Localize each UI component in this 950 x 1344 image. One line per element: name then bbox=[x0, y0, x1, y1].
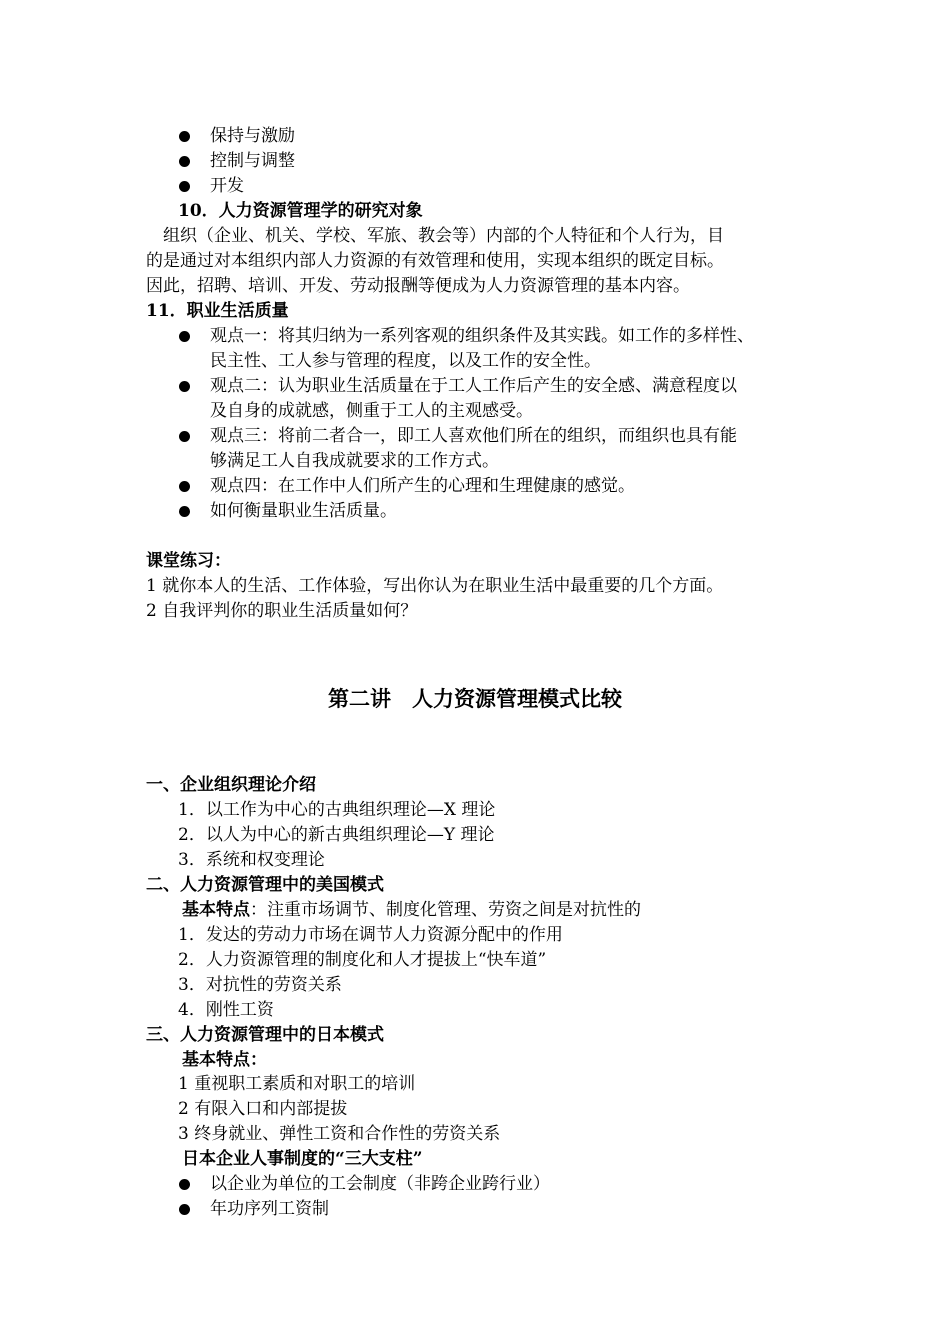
part2-item: 3．对抗性的劳资关系 bbox=[178, 975, 342, 995]
bullet-item: 开发 bbox=[210, 176, 244, 196]
part2-item: 2．人力资源管理的制度化和人才提拔上“快车道” bbox=[178, 950, 547, 970]
part2-feature-text: ：注重市场调节、制度化管理、劳资之间是对抗性的 bbox=[250, 900, 641, 920]
bullet-item: 控制与调整 bbox=[210, 151, 295, 171]
bullet-item: 观点一：将其归纳为一系列客观的组织条件及其实践。如工作的多样性、 bbox=[210, 326, 754, 346]
part2-feature-label: 基本特点 bbox=[182, 900, 250, 920]
pillar-item: 年功序列工资制 bbox=[210, 1199, 329, 1219]
item10-paragraph-line: 因此，招聘、培训、开发、劳动报酬等便成为人力资源管理的基本内容。 bbox=[146, 276, 690, 296]
item10-paragraph-line: 组织（企业、机关、学校、军旅、教会等）内部的个人特征和个人行为，目 bbox=[163, 226, 724, 246]
part3-item: 1 重视职工素质和对职工的培训 bbox=[178, 1074, 416, 1094]
part3-feature-label: 基本特点： bbox=[182, 1050, 267, 1070]
part3-heading: 三、人力资源管理中的日本模式 bbox=[146, 1025, 384, 1045]
pillars-heading: 日本企业人事制度的“三大支柱” bbox=[182, 1149, 423, 1169]
exercise-heading: 课堂练习： bbox=[146, 551, 231, 571]
bullet-icon bbox=[179, 1179, 190, 1190]
part2-item: 4．刚性工资 bbox=[178, 1000, 274, 1020]
bullet-icon bbox=[179, 481, 190, 492]
part3-item: 2 有限入口和内部提拔 bbox=[178, 1099, 348, 1119]
item10-heading: 10．人力资源管理学的研究对象 bbox=[178, 201, 423, 221]
bullet-item: 如何衡量职业生活质量。 bbox=[210, 501, 397, 521]
bullet-item-continuation: 够满足工人自我成就要求的工作方式。 bbox=[210, 451, 499, 471]
bullet-icon bbox=[179, 1204, 190, 1215]
bullet-item: 观点二：认为职业生活质量在于工人工作后产生的安全感、满意程度以 bbox=[210, 376, 737, 396]
part1-heading: 一、企业组织理论介绍 bbox=[146, 775, 316, 795]
bullet-item: 观点三：将前二者合一，即工人喜欢他们所在的组织，而组织也具有能 bbox=[210, 426, 737, 446]
bullet-item-continuation: 民主性、工人参与管理的程度，以及工作的安全性。 bbox=[210, 351, 601, 371]
bullet-icon bbox=[179, 156, 190, 167]
bullet-icon bbox=[179, 131, 190, 142]
part1-item: 1．以工作为中心的古典组织理论—X 理论 bbox=[178, 800, 496, 820]
bullet-item: 观点四：在工作中人们所产生的心理和生理健康的感觉。 bbox=[210, 476, 635, 496]
bullet-icon bbox=[179, 181, 190, 192]
item10-paragraph-line: 的是通过对本组织内部人力资源的有效管理和使用，实现本组织的既定目标。 bbox=[146, 251, 724, 271]
part2-item: 1．发达的劳动力市场在调节人力资源分配中的作用 bbox=[178, 925, 563, 945]
part1-item: 3．系统和权变理论 bbox=[178, 850, 325, 870]
part2-heading: 二、人力资源管理中的美国模式 bbox=[146, 875, 384, 895]
lecture-title: 第二讲 人力资源管理模式比较 bbox=[328, 686, 622, 711]
part2-feature bbox=[182, 898, 641, 923]
bullet-icon bbox=[179, 331, 190, 342]
exercise-item: 1 就你本人的生活、工作体验，写出你认为在职业生活中最重要的几个方面。 bbox=[146, 576, 724, 596]
bullet-icon bbox=[179, 506, 190, 517]
exercise-item: 2 自我评判你的职业生活质量如何？ bbox=[146, 601, 418, 621]
part3-item: 3 终身就业、弹性工资和合作性的劳资关系 bbox=[178, 1124, 501, 1144]
part1-item: 2．以人为中心的新古典组织理论—Y 理论 bbox=[178, 825, 495, 845]
pillar-item: 以企业为单位的工会制度（非跨企业跨行业） bbox=[210, 1174, 550, 1194]
bullet-item-continuation: 及自身的成就感，侧重于工人的主观感受。 bbox=[210, 401, 533, 421]
bullet-item: 保持与激励 bbox=[210, 126, 295, 146]
bullet-icon bbox=[179, 381, 190, 392]
item11-heading: 11．职业生活质量 bbox=[146, 301, 289, 321]
bullet-icon bbox=[179, 431, 190, 442]
